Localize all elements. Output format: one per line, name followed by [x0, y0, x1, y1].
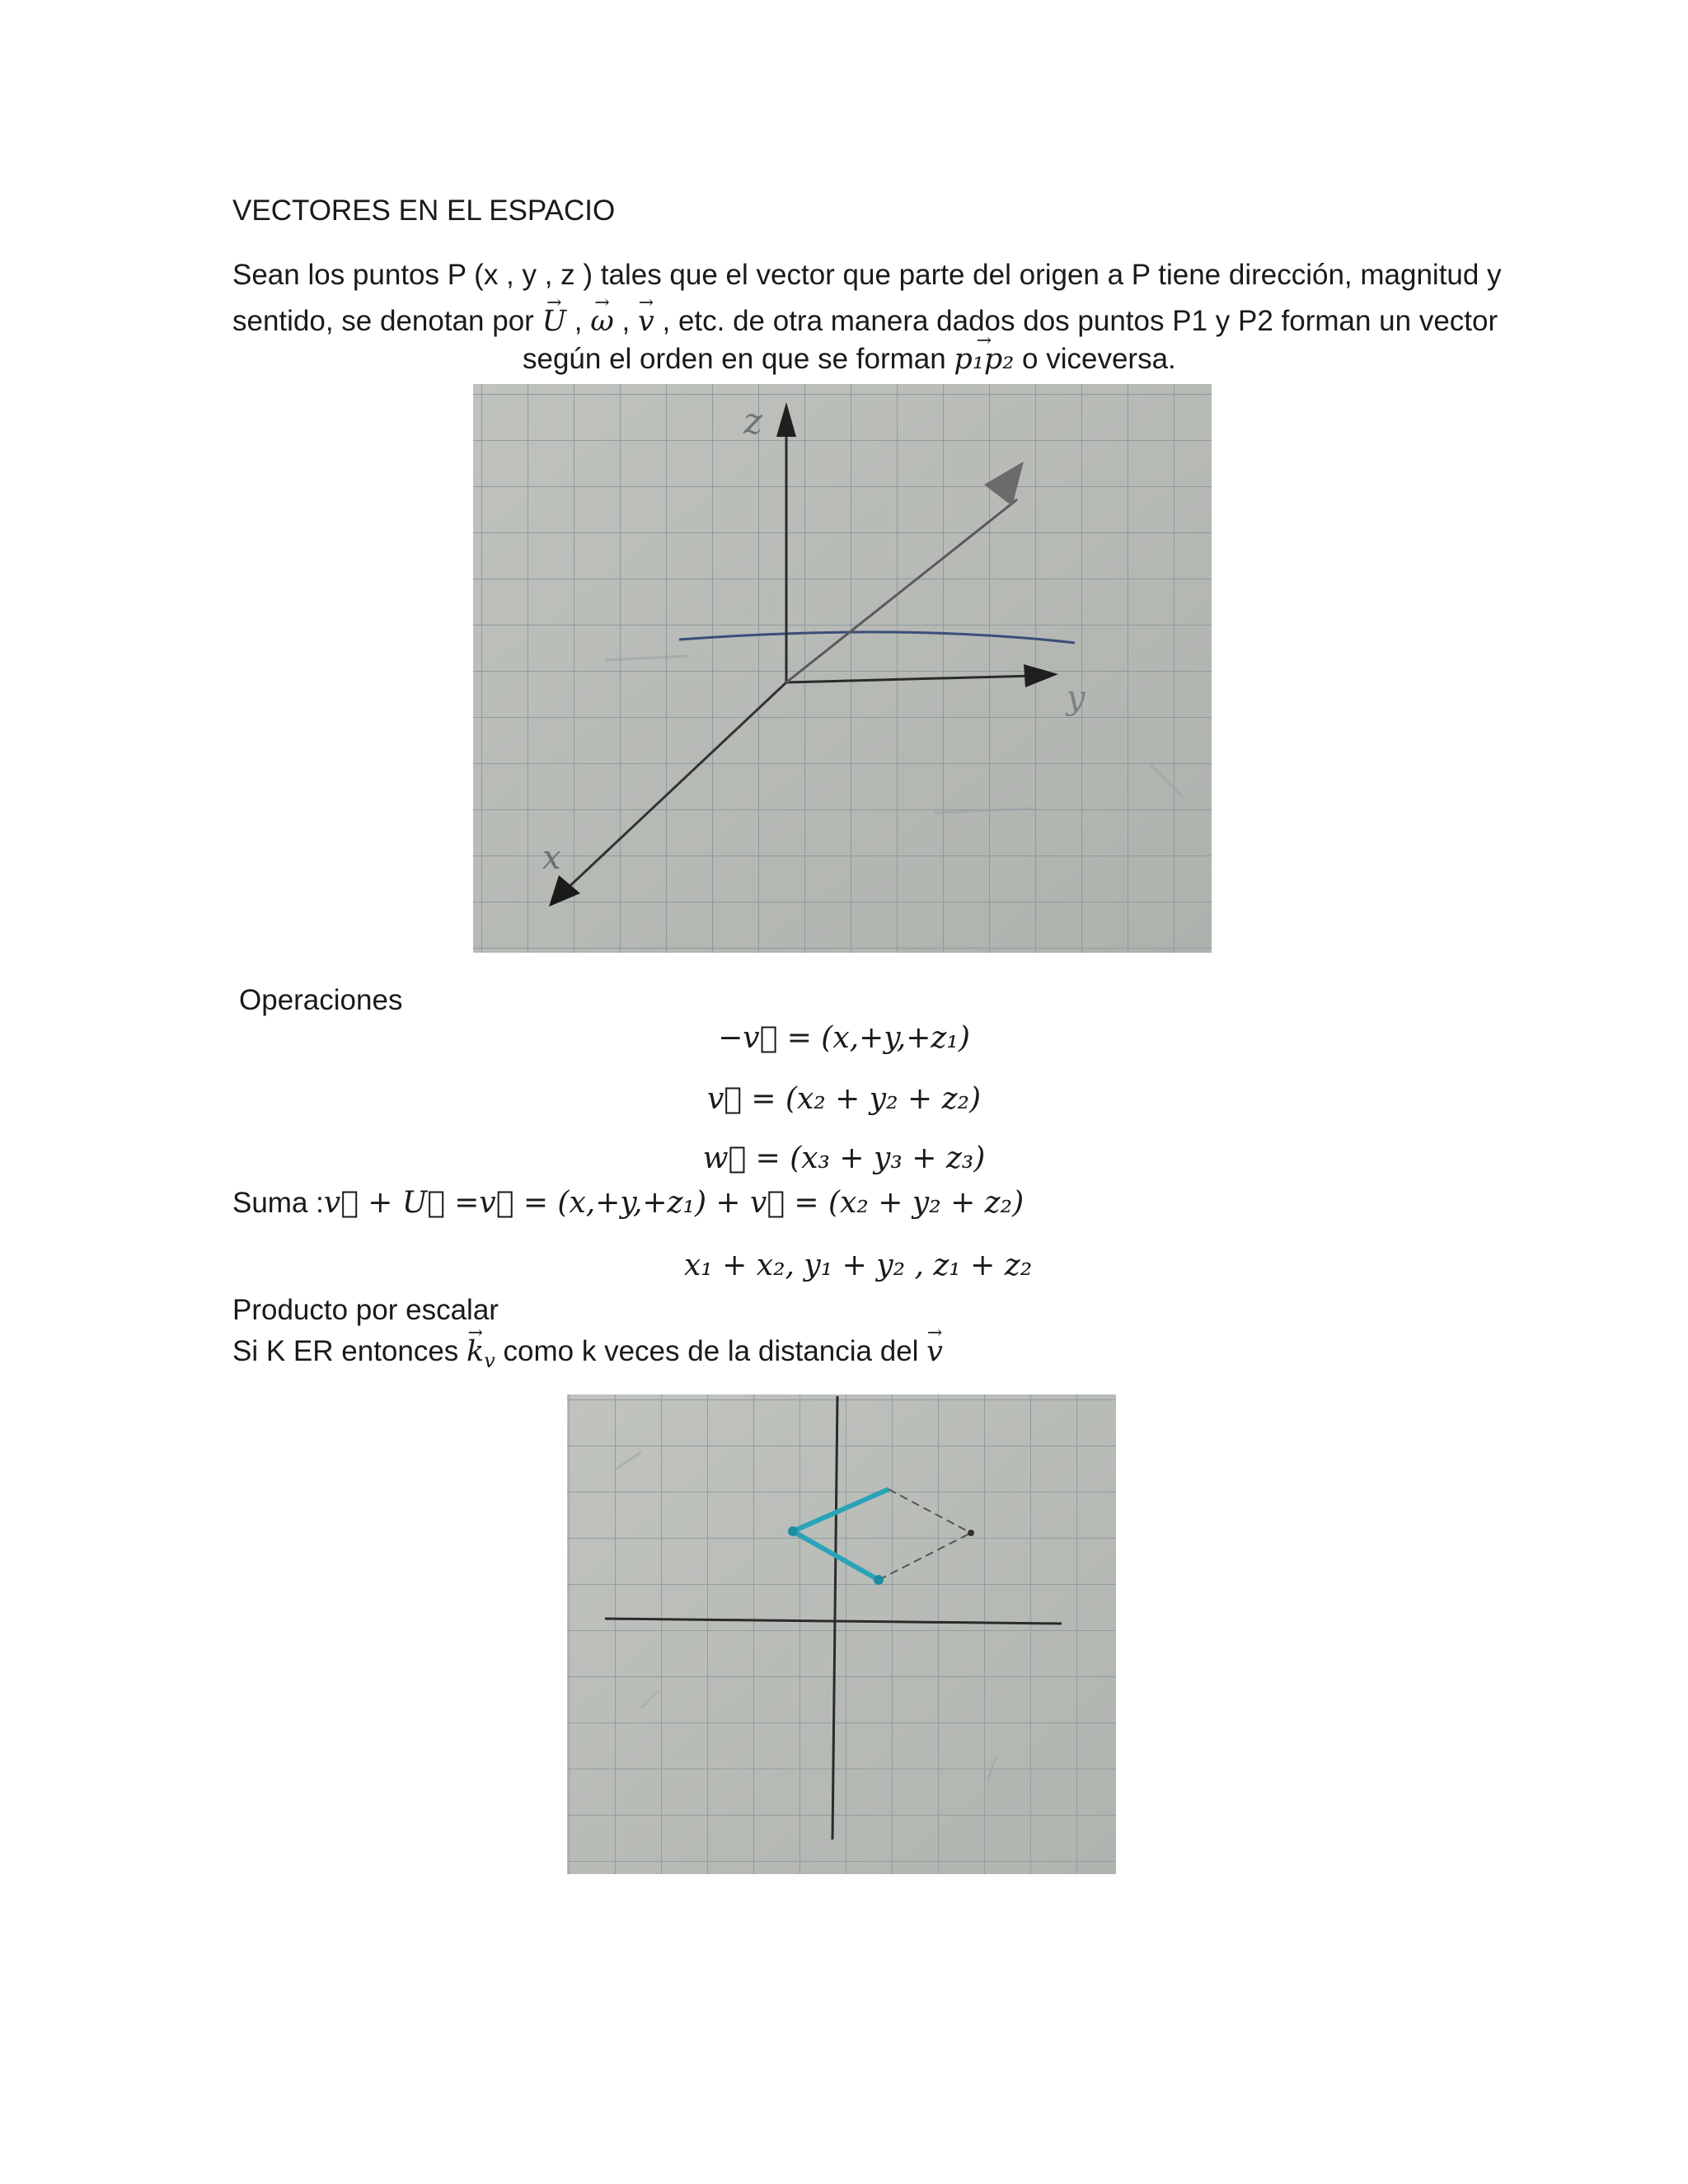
axis-label-z: z [743, 401, 763, 443]
vector-u-symbol: → U [542, 303, 567, 340]
intro-line-3-end: o viceversa. [1014, 343, 1176, 375]
intro-line-2-start: sentido, se denotan por [232, 305, 542, 337]
separator: , [566, 305, 591, 337]
axis-label-x: x [542, 839, 561, 877]
vector-v-symbol: → v [926, 1333, 943, 1370]
separator: , [613, 305, 638, 337]
vector-k-symbol: → k [467, 1333, 484, 1370]
intro-line-1: Sean los puntos P (x , y , z ) tales que el vector que parte del origen a P tiene dirección, magnitud y [232, 259, 1502, 291]
sum-result: x₁ + x₂, y₁ + y₂ , z₁ + z₂ [684, 1249, 1033, 1282]
sum-line [232, 1185, 1024, 1221]
sum-label: Suma : [232, 1187, 324, 1219]
scalar-line-start: Si K ER entonces [232, 1335, 467, 1367]
vector-k-subscript: v [484, 1349, 495, 1372]
axis-label-y: y [1067, 679, 1085, 717]
scalar-line-end: como k veces de la distancia del [495, 1335, 927, 1367]
page-title: VECTORES EN EL ESPACIO [232, 194, 616, 227]
parallelogram-photo [567, 1394, 1116, 1874]
operations-heading: Operaciones [239, 984, 403, 1016]
scalar-line [232, 1333, 943, 1379]
sum-equation: v⃗ + U⃗ =v⃗ = (x,+y,+z₁) + v⃗ = (x₂ + y₂ + z₂) [323, 1186, 1025, 1220]
equation-negative-v: −v⃗ = (x,+y,+z₁) [718, 1021, 970, 1055]
scalar-heading: Producto por escalar [232, 1294, 499, 1326]
equation-w: w⃗ = (x₃ + y₃ + z₃) [702, 1141, 986, 1175]
axes-3d-photo [473, 384, 1212, 953]
vector-omega-symbol: → ω [590, 303, 614, 340]
intro-line-3 [523, 341, 1176, 377]
intro-line-2-end: , etc. de otra manera dados dos puntos P1 y P2 forman un vector [654, 305, 1498, 337]
vector-p1p2-symbol: → p₁p₂ [954, 341, 1014, 377]
equation-v: v⃗ = (x₂ + y₂ + z₂) [706, 1082, 982, 1116]
intro-line-2 [232, 303, 1498, 340]
intro-line-3-start: según el orden en que se forman [523, 343, 954, 375]
vector-v-symbol: → v [638, 303, 654, 340]
